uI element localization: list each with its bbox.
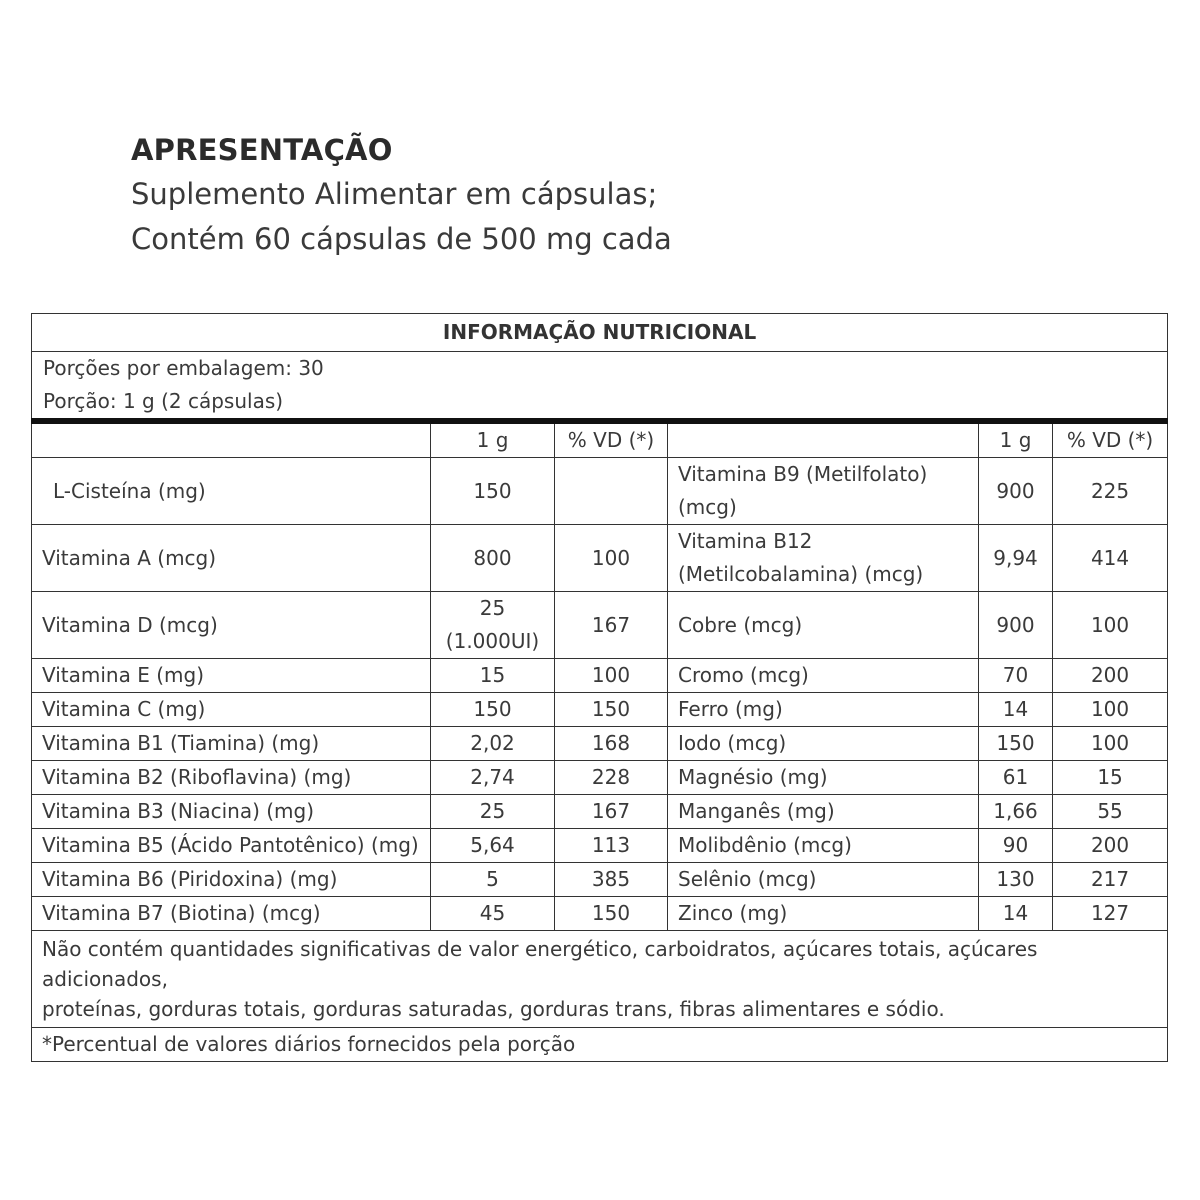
nutrient-amount: 2,74 bbox=[431, 761, 555, 795]
nutrient-name: Vitamina B5 (Ácido Pantotênico) (mg) bbox=[32, 829, 431, 863]
nutrient-dv: 228 bbox=[555, 761, 668, 795]
nutrient-amount: 800 bbox=[431, 525, 555, 592]
nutrient-amount: 900 bbox=[979, 592, 1053, 659]
nutrient-name: Vitamina D (mcg) bbox=[32, 592, 431, 659]
nutrition-table bbox=[31, 313, 1168, 1062]
nutrient-name: Molibdênio (mcg) bbox=[668, 829, 979, 863]
nutrient-dv: 100 bbox=[555, 525, 668, 592]
table-row bbox=[32, 592, 1168, 659]
header-empty-left bbox=[32, 421, 431, 458]
header-empty-right bbox=[668, 421, 979, 458]
nutrient-name: Selênio (mcg) bbox=[668, 863, 979, 897]
presentation-section bbox=[131, 128, 1031, 262]
nutrient-amount: 1,66 bbox=[979, 795, 1053, 829]
nutrient-dv: 100 bbox=[1053, 693, 1168, 727]
portion-size: Porção: 1 g (2 cápsulas) bbox=[43, 389, 284, 413]
nutrient-name-line-2: (Metilcobalamina) (mcg) bbox=[678, 562, 924, 586]
nutrient-dv: 225 bbox=[1053, 458, 1168, 525]
nutrient-amount: 130 bbox=[979, 863, 1053, 897]
table-row bbox=[32, 693, 1168, 727]
nutrient-name: L-Cisteína (mg) bbox=[32, 458, 431, 525]
nutrient-dv: 414 bbox=[1053, 525, 1168, 592]
portions-per-package: Porções por embalagem: 30 bbox=[43, 356, 324, 380]
nutrient-amount-line-1: 25 bbox=[479, 596, 506, 620]
nutrient-name-line-1: Vitamina B9 (Metilfolato) bbox=[678, 462, 928, 486]
nutrient-name: Vitamina B6 (Piridoxina) (mg) bbox=[32, 863, 431, 897]
nutrient-name: Vitamina B3 (Niacina) (mg) bbox=[32, 795, 431, 829]
header-amount-right: 1 g bbox=[979, 421, 1053, 458]
nutrient-name: Vitamina B2 (Riboflavina) (mg) bbox=[32, 761, 431, 795]
nutrient-dv: 217 bbox=[1053, 863, 1168, 897]
nutrient-name: Zinco (mg) bbox=[668, 897, 979, 931]
nutrient-dv: 100 bbox=[1053, 727, 1168, 761]
nutrient-name: Vitamina C (mg) bbox=[32, 693, 431, 727]
nutrient-dv: 55 bbox=[1053, 795, 1168, 829]
nutrient-dv: 200 bbox=[1053, 659, 1168, 693]
nutrient-dv: 127 bbox=[1053, 897, 1168, 931]
nutrient-dv: 113 bbox=[555, 829, 668, 863]
nutrient-dv: 385 bbox=[555, 863, 668, 897]
nutrient-name bbox=[668, 458, 979, 525]
footnote-row bbox=[32, 1028, 1168, 1062]
table-row bbox=[32, 863, 1168, 897]
nutrient-dv: 100 bbox=[1053, 592, 1168, 659]
presentation-line-2: Contém 60 cápsulas de 500 mg cada bbox=[131, 222, 672, 256]
nutrient-name: Iodo (mcg) bbox=[668, 727, 979, 761]
nutrient-dv: 167 bbox=[555, 795, 668, 829]
nutrient-dv: 167 bbox=[555, 592, 668, 659]
table-header-row bbox=[32, 421, 1168, 458]
table-row bbox=[32, 795, 1168, 829]
nutrient-dv: 15 bbox=[1053, 761, 1168, 795]
nutrient-name: Vitamina B7 (Biotina) (mcg) bbox=[32, 897, 431, 931]
note-line-2: proteínas, gorduras totais, gorduras saturadas, gorduras trans, fibras alimentares e sódio. bbox=[42, 997, 945, 1021]
nutrient-amount: 14 bbox=[979, 693, 1053, 727]
nutrient-amount: 61 bbox=[979, 761, 1053, 795]
nutrient-name bbox=[668, 525, 979, 592]
nutrient-amount: 150 bbox=[431, 693, 555, 727]
table-row bbox=[32, 525, 1168, 592]
dv-footnote: *Percentual de valores diários fornecidos pela porção bbox=[32, 1028, 1168, 1062]
nutrient-amount: 5,64 bbox=[431, 829, 555, 863]
nutrient-name: Vitamina A (mcg) bbox=[32, 525, 431, 592]
nutrient-amount: 2,02 bbox=[431, 727, 555, 761]
nutrient-amount: 150 bbox=[431, 458, 555, 525]
table-row bbox=[32, 659, 1168, 693]
presentation-heading: APRESENTAÇÃO bbox=[131, 133, 393, 167]
nutrient-amount: 14 bbox=[979, 897, 1053, 931]
nutrient-name: Vitamina B1 (Tiamina) (mg) bbox=[32, 727, 431, 761]
portion-info bbox=[32, 352, 1168, 422]
nutrient-amount: 9,94 bbox=[979, 525, 1053, 592]
nutrient-name-line-1: Vitamina B12 bbox=[678, 529, 813, 553]
nutrient-amount: 15 bbox=[431, 659, 555, 693]
header-dv-right: % VD (*) bbox=[1053, 421, 1168, 458]
nutrient-name: Vitamina E (mg) bbox=[32, 659, 431, 693]
nutrient-amount: 150 bbox=[979, 727, 1053, 761]
nutrient-dv bbox=[555, 458, 668, 525]
nutrient-name: Cromo (mcg) bbox=[668, 659, 979, 693]
nutrient-amount: 70 bbox=[979, 659, 1053, 693]
header-dv: % VD (*) bbox=[555, 421, 668, 458]
table-row bbox=[32, 897, 1168, 931]
nutrient-dv: 100 bbox=[555, 659, 668, 693]
nutrient-dv: 150 bbox=[555, 693, 668, 727]
note-row bbox=[32, 931, 1168, 1028]
nutrient-dv: 200 bbox=[1053, 829, 1168, 863]
nutrient-name-line-2: (mcg) bbox=[678, 495, 737, 519]
table-title: INFORMAÇÃO NUTRICIONAL bbox=[32, 314, 1168, 352]
table-row bbox=[32, 458, 1168, 525]
table-row bbox=[32, 761, 1168, 795]
presentation-line-1: Suplemento Alimentar em cápsulas; bbox=[131, 177, 658, 211]
nutrient-amount: 90 bbox=[979, 829, 1053, 863]
nutrient-name: Cobre (mcg) bbox=[668, 592, 979, 659]
header-amount: 1 g bbox=[431, 421, 555, 458]
nutrient-dv: 150 bbox=[555, 897, 668, 931]
nutrient-amount: 45 bbox=[431, 897, 555, 931]
nutrient-amount-line-2: (1.000UI) bbox=[445, 629, 540, 653]
nutrient-amount: 25 bbox=[431, 795, 555, 829]
nutrient-amount bbox=[431, 592, 555, 659]
nutrient-amount: 900 bbox=[979, 458, 1053, 525]
nutrient-dv: 168 bbox=[555, 727, 668, 761]
note-line-1: Não contém quantidades significativas de valor energético, carboidratos, açúcares totais, açúcares adicionados, bbox=[42, 937, 1038, 991]
not-significant-note bbox=[32, 931, 1168, 1028]
nutrient-amount: 5 bbox=[431, 863, 555, 897]
table-row bbox=[32, 727, 1168, 761]
nutrient-name: Ferro (mg) bbox=[668, 693, 979, 727]
table-row bbox=[32, 829, 1168, 863]
nutrient-name: Magnésio (mg) bbox=[668, 761, 979, 795]
nutrient-name: Manganês (mg) bbox=[668, 795, 979, 829]
